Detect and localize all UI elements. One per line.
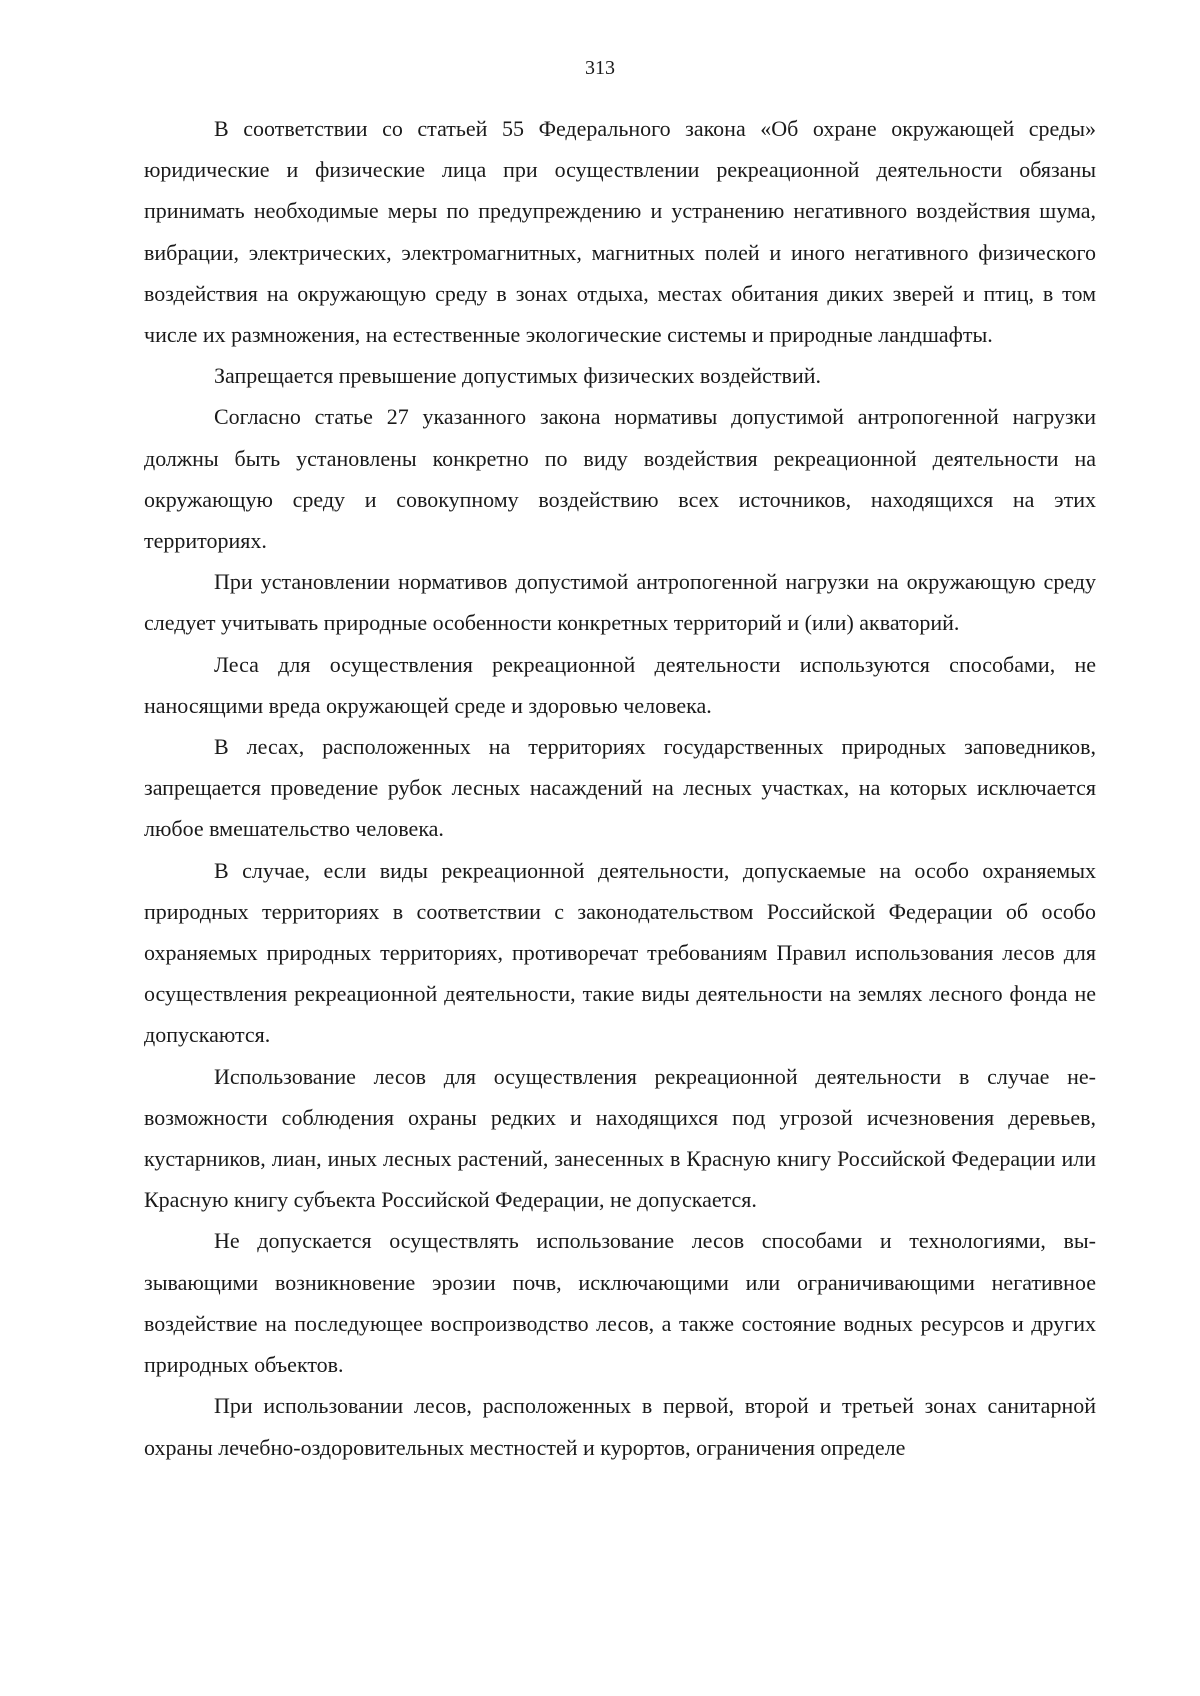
paragraph: В соответствии со статьей 55 Федерального закона «Об охране окружающей среды» юридические и физические лица при осуществлении рекреационной деятельности обязаны принимать необходимые меры по предупреждению и устранению негативного воздействия шума, вибрации, электрических, электромагнитных, магнитных полей и иного негативного физического воздействия на окружающую среду в зонах отдыха, местах обитания диких зверей и птиц, в том числе их размножения, на естественные экологические системы и природные ландшафты. — [144, 116, 1096, 348]
paragraph: Согласно статье 27 указанного закона нормативы допустимой антропогенной нагрузки должны быть установлены конкретно по виду воздействия рекреационной деятельности на окружающую среду и совокупному воздействию всех источников, находящихся на этих территориях. — [144, 404, 1096, 554]
paragraph: При установлении нормативов допустимой антропогенной нагрузки на окружающую среду следует учитывать природные особенности конкретных территорий и (или) акваторий. — [144, 569, 1096, 636]
paragraph: Использование лесов для осуществления рекреационной деятельности в случае невозможности соблюдения охраны редких и находящихся под угрозой исчезновения деревьев, кустарников, лиан, иных лесных растений, занесенных в Красную книгу Российской Федерации или Красную книгу субъекта Российской Федерации, не допускается. — [144, 1063, 1096, 1213]
document-body — [144, 108, 1096, 1468]
paragraph: В лесах, расположенных на территориях государственных природных заповедников, запрещается проведение рубок лесных насаждений на лесных участках, на которых исключается любое вмешательство человека. — [144, 734, 1096, 842]
paragraph: Леса для осуществления рекреационной деятельности используются способами, не наносящими вреда окружающей среде и здоровью человека. — [144, 651, 1096, 718]
paragraph: Не допускается осуществлять использование лесов способами и технологиями, вызывающими возникновение эрозии почв, исключающими или ограничивающими негативное воздействие на последующее воспроизводство лесов, а также состояние водных ресурсов и других природных объектов. — [144, 1228, 1096, 1378]
page-number: 313 — [585, 57, 615, 79]
paragraph: В случае, если виды рекреационной деятельности, допускаемые на особо охраняемых природных территориях в соответствии с законодательством Российской Федерации об особо охраняемых природных территориях, противоречат требованиям Правил использования лесов для осуществления рекреационной деятельности, такие виды деятельности на землях лесного фонда не допускаются. — [144, 857, 1096, 1048]
paragraph: Запрещается превышение допустимых физических воздействий. — [214, 363, 821, 389]
paragraph: При использовании лесов, расположенных в первой, второй и третьей зонах санитарной охраны лечебно-оздоровительных местностей и курортов, ограничения определе — [144, 1393, 1096, 1460]
